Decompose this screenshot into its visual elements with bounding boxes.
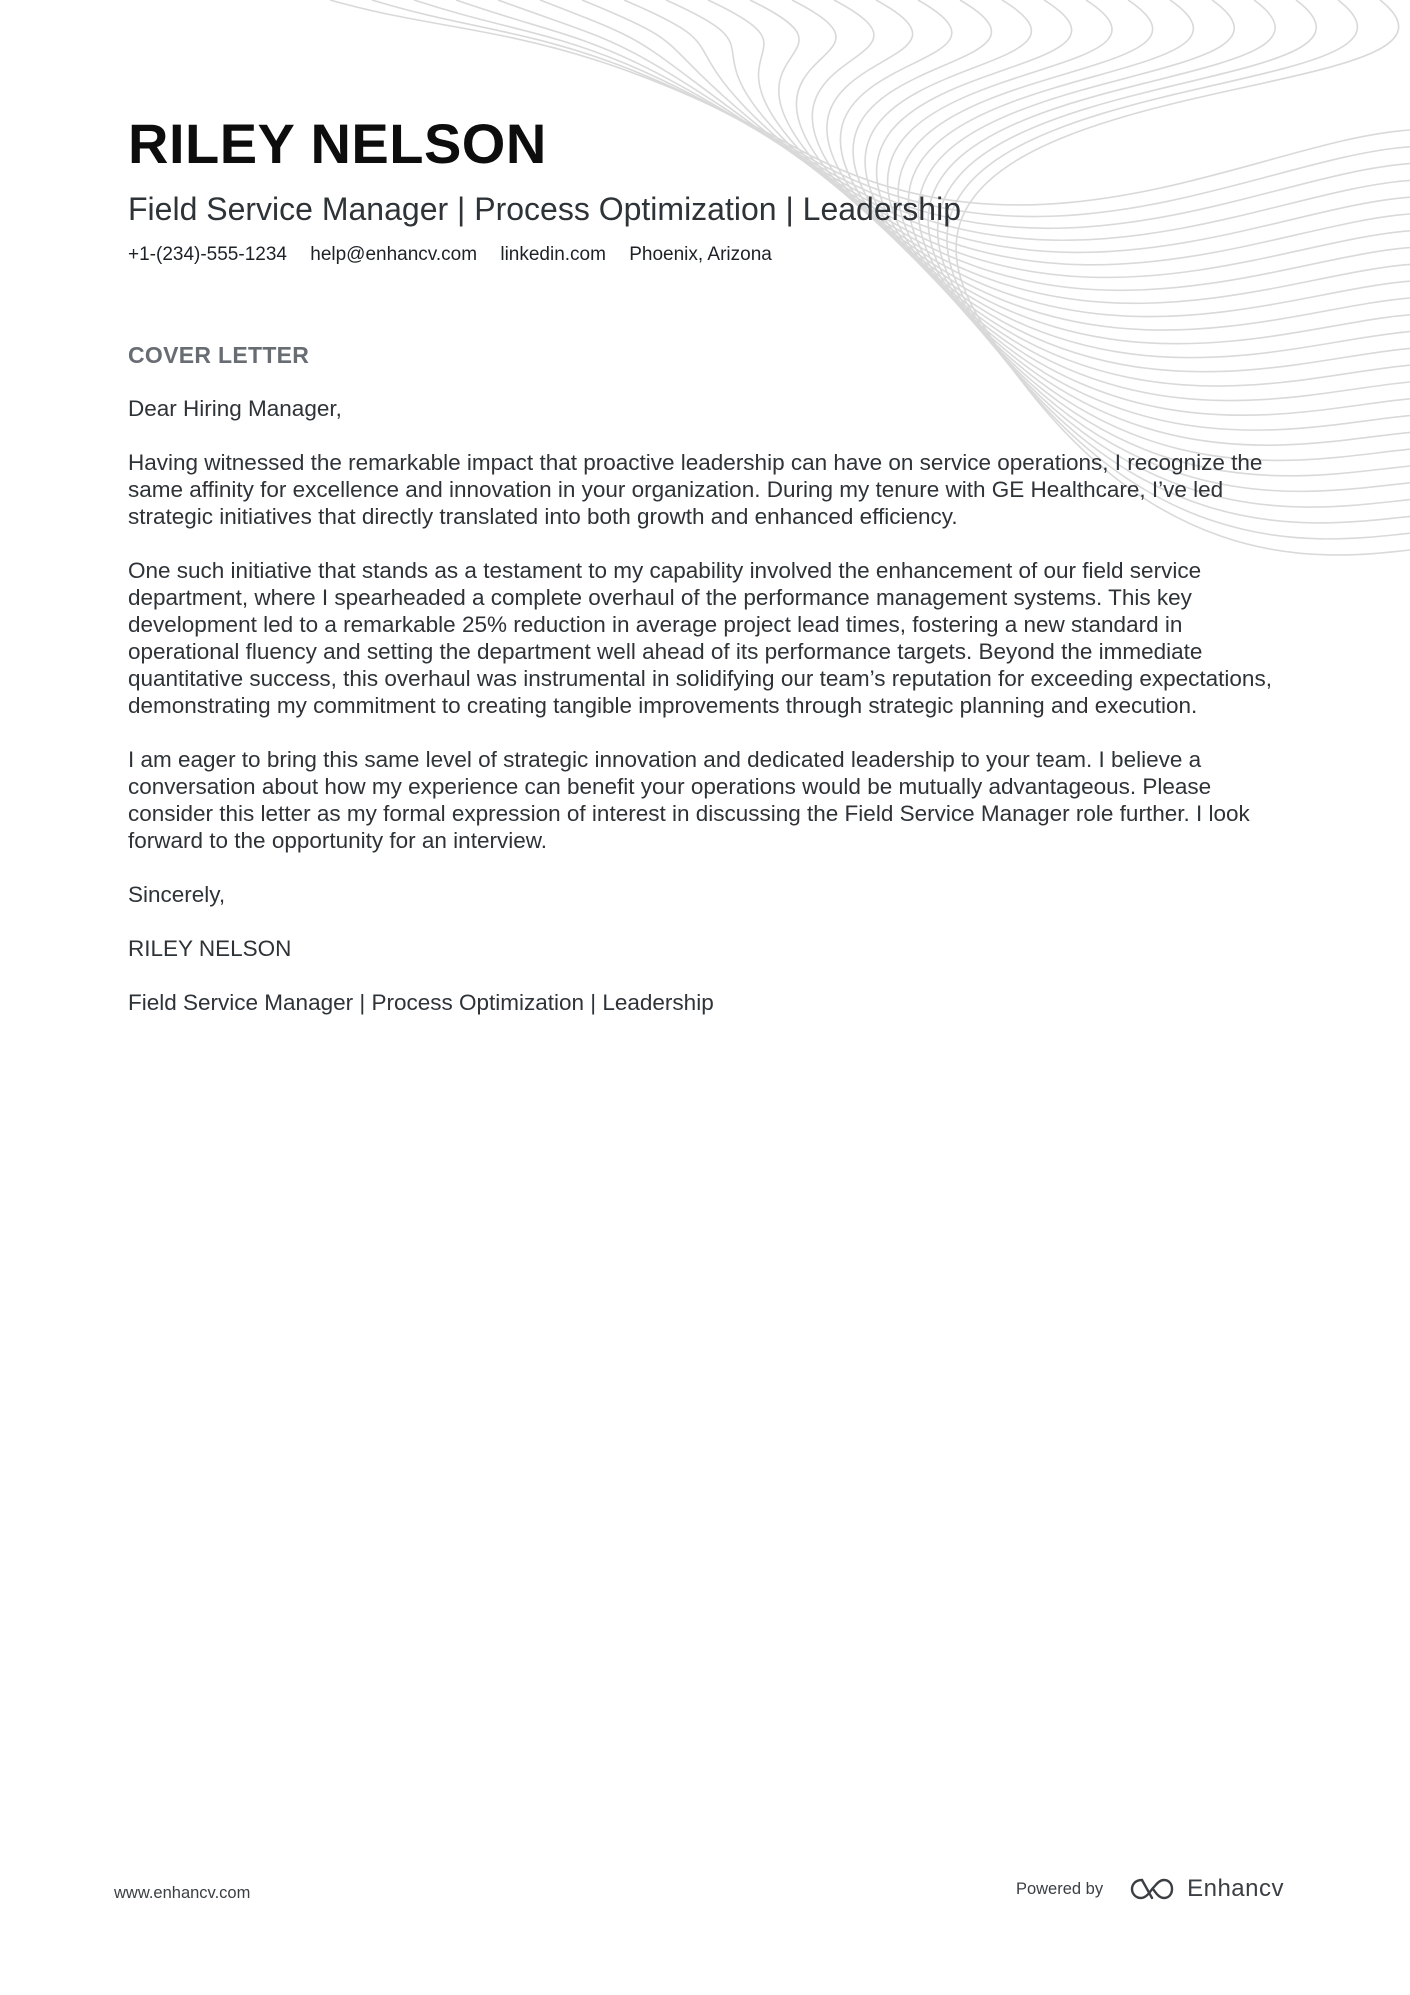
signature-title: Field Service Manager | Process Optimization | Leadership (128, 990, 714, 1015)
applicant-headline: Field Service Manager | Process Optimization | Leadership (128, 191, 961, 227)
letter-paragraph-2: One such initiative that stands as a testament to my capability involved the enhancement of our field service department, where I spearheaded a complete overhaul of the performance management systems. This key development led to a remarkable 25% reduction in average project lead times, fostering a new standard in operational fluency and setting the department well ahead of its performance targets. Beyond the immediate quantitative success, this overhaul was instrumental in solidifying our team’s reputation for exceeding expectations, demonstrating my commitment to creating tangible improvements through strategic planning and execution. (128, 558, 1272, 718)
enhancv-logo-icon (1129, 1876, 1175, 1902)
footer-website[interactable]: www.enhancv.com (114, 1884, 251, 1902)
section-title: COVER LETTER (128, 342, 310, 368)
resume-header (128, 110, 1278, 268)
contact-linkedin[interactable]: linkedin.com (500, 244, 606, 265)
letter-paragraph-3: I am eager to bring this same level of strategic innovation and dedicated leadership to your team. I believe a conversation about how my experience can benefit your operations would be mutually advantageous. Please consider this letter as my formal expression of interest in discussing the Field Service Manager role further. I look forward to the opportunity for an interview. (128, 747, 1250, 853)
brand-link[interactable] (1129, 1875, 1284, 1903)
powered-by-label: Powered by (1015, 1879, 1104, 1898)
cover-letter-body (128, 340, 1288, 1043)
contact-phone[interactable]: +1-(234)-555-1234 (128, 244, 287, 265)
closing: Sincerely, (128, 882, 226, 907)
applicant-name: RILEY NELSON (128, 112, 547, 175)
brand-name: Enhancv (1187, 1875, 1284, 1902)
contact-info (128, 242, 1278, 268)
signature-name: RILEY NELSON (128, 936, 292, 961)
letter-paragraph-1: Having witnessed the remarkable impact that proactive leadership can have on service operations, I recognize the same affinity for excellence and innovation in your organization. During my tenure with GE Healthcare, I’ve led strategic initiatives that directly translated into both growth and enhanced efficiency. (128, 450, 1263, 529)
salutation: Dear Hiring Manager, (128, 396, 342, 421)
contact-email[interactable]: help@enhancv.com (310, 244, 478, 265)
contact-location: Phoenix, Arizona (629, 244, 772, 265)
footer-branding (1016, 1875, 1284, 1903)
